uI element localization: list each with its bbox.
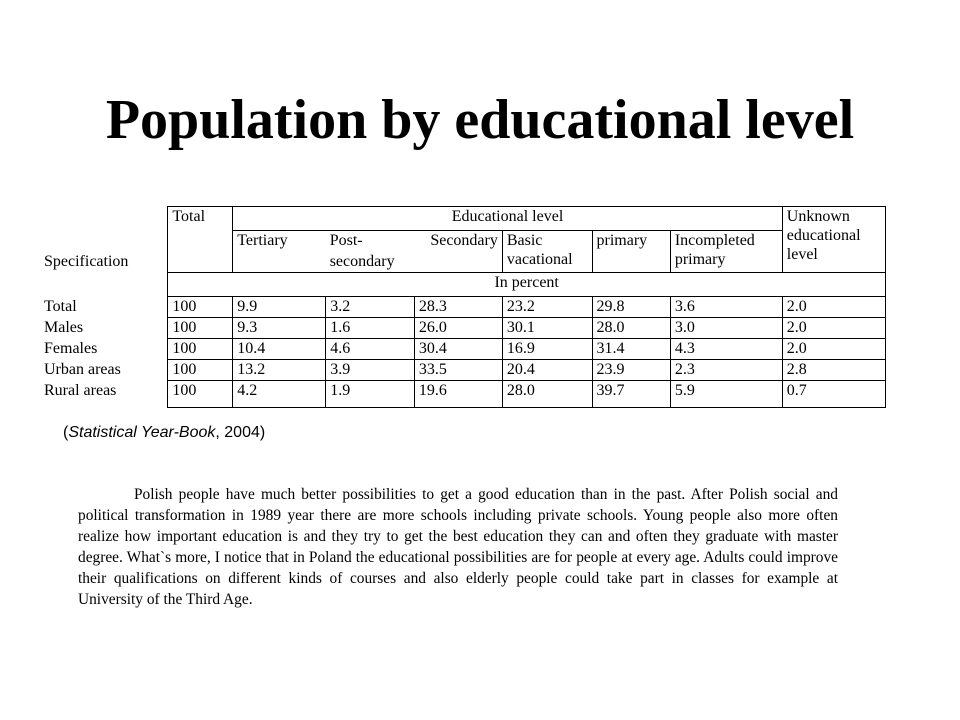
cell: 28.3 — [414, 297, 502, 318]
education-table — [40, 206, 886, 408]
cell: 23.2 — [502, 297, 592, 318]
cell: 39.7 — [592, 381, 670, 408]
cell: 1.6 — [326, 318, 415, 339]
cell: 23.9 — [592, 360, 670, 381]
cell: 0.7 — [782, 381, 885, 408]
cell: 20.4 — [502, 360, 592, 381]
spacer-cell — [40, 273, 168, 297]
header-total: Total — [168, 207, 233, 273]
cell: 19.6 — [414, 381, 502, 408]
cell: 28.0 — [502, 381, 592, 408]
page-title: Population by educational level — [105, 89, 855, 151]
cell: 100 — [168, 339, 233, 360]
cell: 100 — [168, 318, 233, 339]
cell: 29.8 — [592, 297, 670, 318]
header-unknown-line-3: level — [786, 246, 818, 263]
header-basic-line-1: Basic — [506, 232, 543, 249]
cell: 13.2 — [233, 360, 326, 381]
cell: 30.1 — [502, 318, 592, 339]
header-unknown-line-1: Unknown — [786, 208, 850, 225]
cell: 33.5 — [414, 360, 502, 381]
body-paragraph: Polish people have much better possibilities to get a good education than in the past. After Polish social and political transformation in 1989 year there are more schools including private schools. Young people also more often realize how important education is and they try to get the best education they can and often they graduate with master degree. What`s more, I notice that in Poland the educational possibilities are for people at every age. Adults could improve their qualifications on different kinds of courses and also elderly people could take part in classes for example at University of the Third Age. — [78, 486, 838, 608]
header-unknown-line-2: educational — [786, 227, 861, 244]
cell: 26.0 — [414, 318, 502, 339]
row-label-total: Total — [44, 297, 77, 315]
header-basic — [502, 231, 592, 273]
cell: 31.4 — [592, 339, 670, 360]
source-citation — [63, 424, 363, 442]
header-in-percent: In percent — [168, 273, 886, 297]
cell: 2.0 — [782, 339, 885, 360]
header-unknown — [782, 207, 885, 273]
cell: 100 — [168, 360, 233, 381]
header-basic-line-2: vacational — [506, 251, 573, 268]
cell: 100 — [168, 381, 233, 408]
row-label-females: Females — [44, 339, 98, 357]
cell: 4.6 — [326, 339, 415, 360]
cell: 3.6 — [670, 297, 782, 318]
cell: 3.9 — [326, 360, 415, 381]
source-title: Statistical Year-Book — [68, 424, 216, 441]
row-label-males: Males — [44, 318, 84, 336]
cell: 5.9 — [670, 381, 782, 408]
header-incompleted-line-2: primary — [674, 251, 726, 268]
cell: 9.3 — [233, 318, 326, 339]
cell: 2.0 — [782, 318, 885, 339]
cell: 4.3 — [670, 339, 782, 360]
header-secondary: Secondary — [414, 231, 502, 252]
cell: 100 — [168, 297, 233, 318]
cell: 9.9 — [233, 297, 326, 318]
header-tertiary: Tertiary — [233, 231, 326, 273]
cell: 10.4 — [233, 339, 326, 360]
header-educational-level: Educational level — [233, 207, 783, 231]
cell: 30.4 — [414, 339, 502, 360]
header-incompleted-line-1: Incompleted — [674, 232, 755, 249]
cell: 3.2 — [326, 297, 415, 318]
cell: 2.8 — [782, 360, 885, 381]
row-label-urban-areas: Urban areas — [44, 360, 121, 378]
source-suffix: , 2004) — [215, 424, 266, 441]
header-post: Post- — [326, 231, 415, 252]
row-label-rural-areas: Rural areas — [44, 381, 117, 399]
cell: 2.3 — [670, 360, 782, 381]
cell: 3.0 — [670, 318, 782, 339]
education-table-clip — [44, 206, 914, 420]
header-incompleted — [670, 231, 782, 273]
header-primary: primary — [592, 231, 670, 273]
cell: 1.9 — [326, 381, 415, 408]
cell: 2.0 — [782, 297, 885, 318]
cell: 4.2 — [233, 381, 326, 408]
cell: 28.0 — [592, 318, 670, 339]
source-prefix: ( — [63, 424, 69, 441]
header-post-secondary-cont: secondary — [326, 252, 503, 273]
header-specification: Specification — [44, 252, 129, 270]
cell: 16.9 — [502, 339, 592, 360]
